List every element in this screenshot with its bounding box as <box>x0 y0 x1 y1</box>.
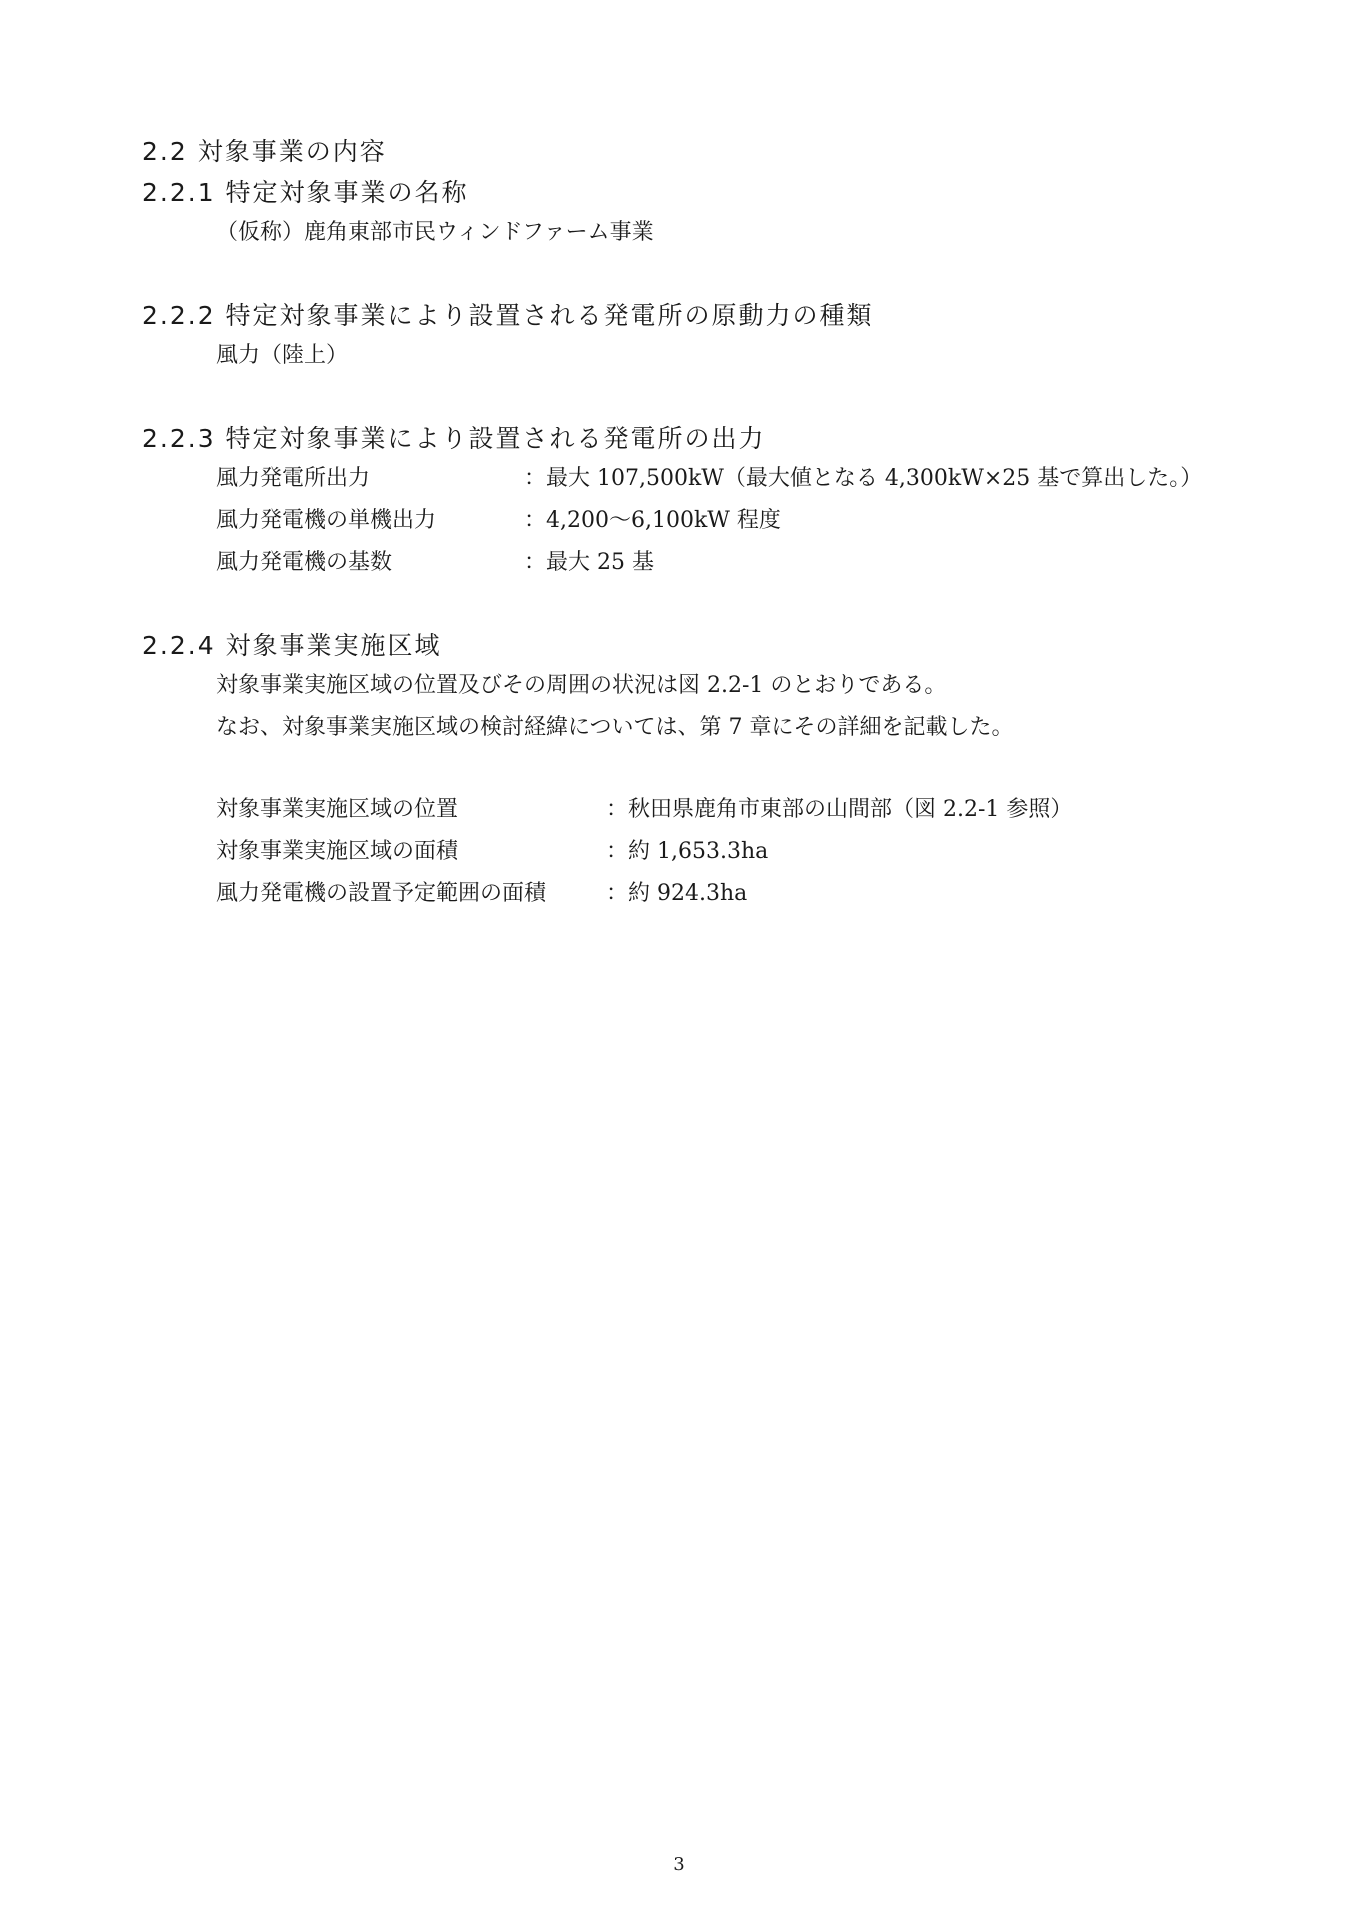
project-name: （仮称）鹿角東部市民ウィンドファーム事業 <box>216 220 654 245</box>
section-heading-2-2-2: 2.2.2 特定対象事業により設置される発電所の原動力の種類 <box>142 301 874 330</box>
area-row-value: ：秋田県鹿角市東部の山間部（図 2.2-1 参照） <box>606 797 1073 822</box>
output-row-value: ：最大 107,500kW（最大値となる 4,300kW×25 基で算出した。） <box>524 466 1203 491</box>
area-row-label: 対象事業実施区域の位置 <box>216 797 459 822</box>
section-heading-2-2: 2.2 対象事業の内容 <box>142 137 387 166</box>
output-row-label: 風力発電所出力 <box>216 466 371 491</box>
area-row-value: ：約 1,653.3ha <box>606 839 769 864</box>
section-heading-2-2-4: 2.2.4 対象事業実施区域 <box>142 631 442 660</box>
page-number: 3 <box>673 1854 685 1875</box>
output-row-value: ：最大 25 基 <box>524 550 654 575</box>
area-row-value: ：約 924.3ha <box>606 881 748 906</box>
paragraph: なお、対象事業実施区域の検討経緯については、第 7 章にその詳細を記載した。 <box>216 715 1014 740</box>
area-row-label: 風力発電機の設置予定範囲の面積 <box>216 881 547 906</box>
power-source-type: 風力（陸上） <box>216 343 349 368</box>
section-heading-2-2-3: 2.2.3 特定対象事業により設置される発電所の出力 <box>142 424 766 453</box>
output-row-label: 風力発電機の基数 <box>216 550 393 575</box>
output-row-label: 風力発電機の単機出力 <box>216 508 437 533</box>
output-row-value: ：4,200～6,100kW 程度 <box>524 508 781 533</box>
paragraph: 対象事業実施区域の位置及びその周囲の状況は図 2.2-1 のとおりである。 <box>216 673 947 698</box>
area-row-label: 対象事業実施区域の面積 <box>216 839 459 864</box>
section-heading-2-2-1: 2.2.1 特定対象事業の名称 <box>142 178 469 207</box>
